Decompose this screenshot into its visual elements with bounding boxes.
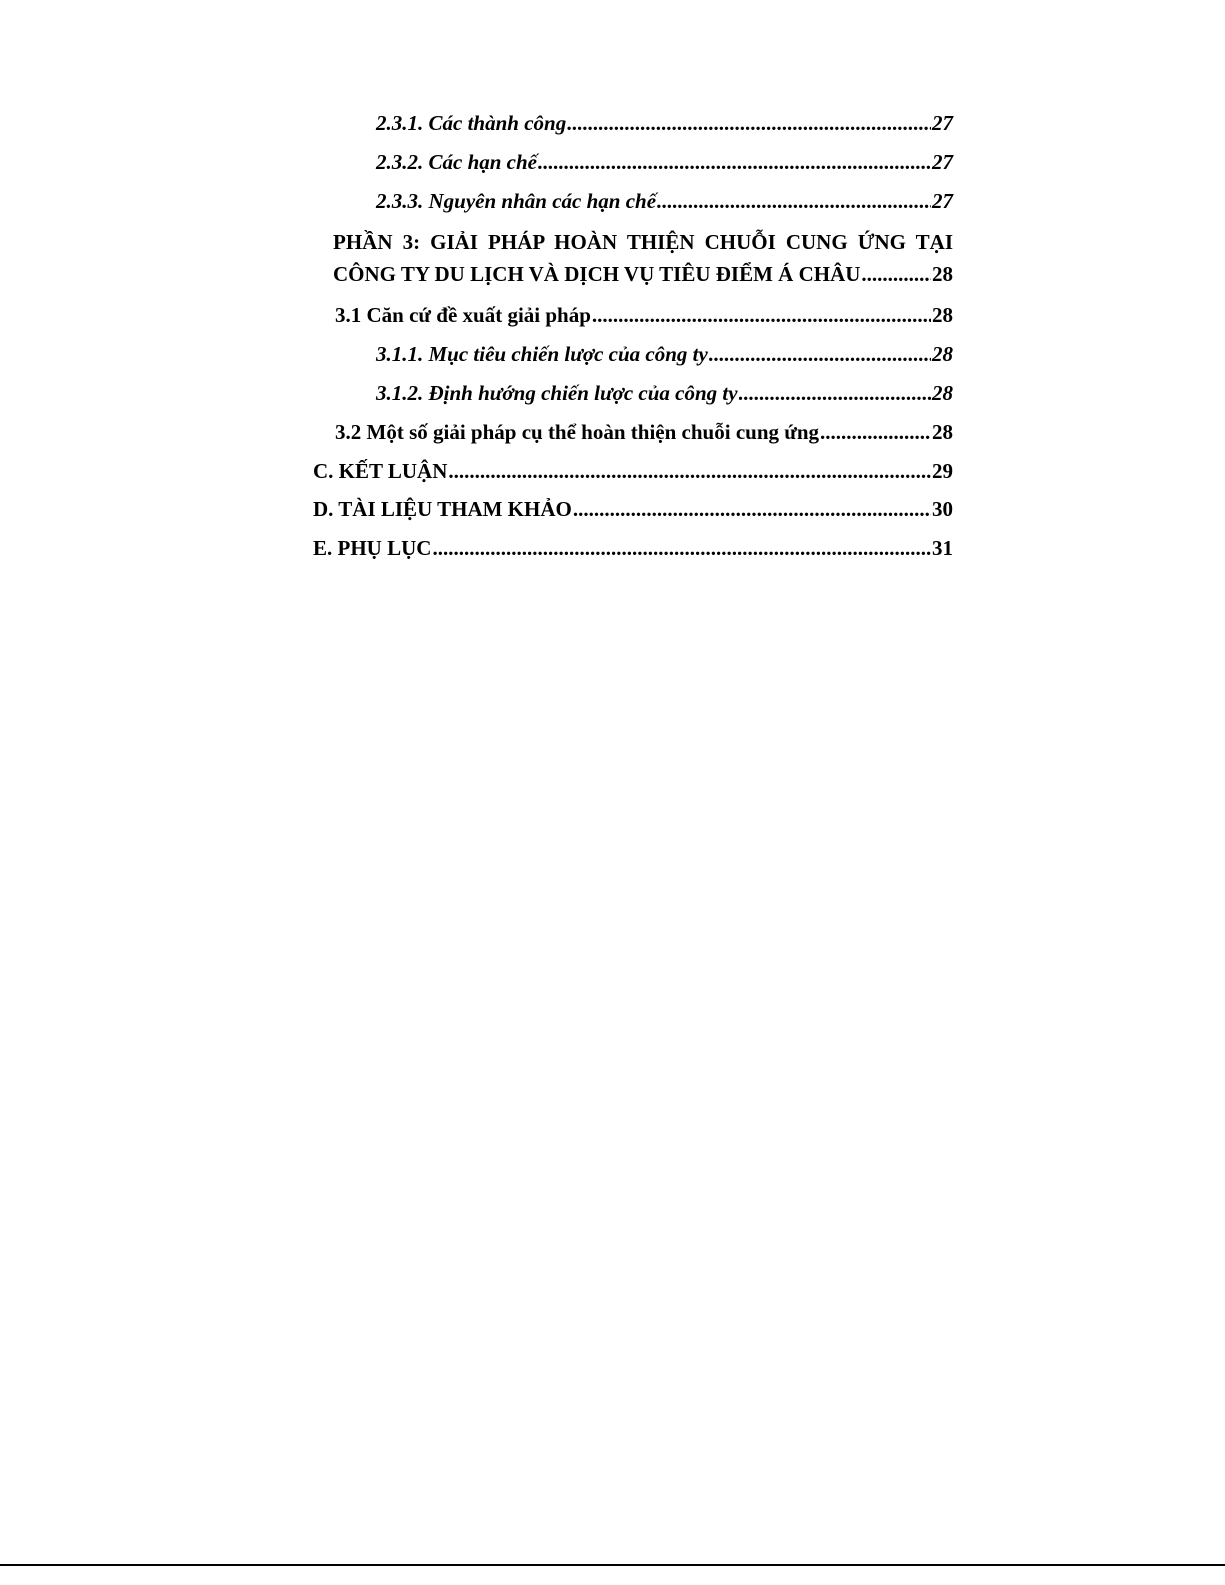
toc-entry-page: 28 [932, 419, 953, 444]
toc-entry-title: 3.1.2. Định hướng chiến lược của công ty [376, 380, 738, 405]
dot-leader [538, 143, 931, 182]
toc-entry-line2 [313, 258, 953, 296]
dot-leader [592, 296, 931, 335]
toc-entry-title: 2.3.1. Các thành công [376, 111, 567, 135]
toc-entry-page: 27 [932, 149, 953, 174]
toc-entry-page: 28 [932, 342, 953, 367]
toc-entry-tai-lieu-tham-khao[interactable] [313, 490, 953, 529]
toc-entry-title: C. KẾT LUẬN [313, 458, 448, 483]
dot-leader [861, 258, 931, 290]
toc-entry-part-3[interactable] [313, 226, 953, 296]
dot-leader [820, 413, 931, 452]
toc-entry-phu-luc[interactable] [313, 529, 953, 568]
dot-leader [709, 335, 931, 374]
toc-entry-title: 2.3.2. Các hạn chế [376, 149, 538, 174]
toc-entry-3-1-2[interactable] [313, 374, 953, 413]
toc-entry-ket-luan[interactable] [313, 452, 953, 491]
toc-entry-3-2[interactable] [313, 413, 953, 452]
toc-entry-3-1[interactable] [313, 296, 953, 335]
dot-leader [573, 490, 931, 529]
toc-entry-title-line2: CÔNG TY DU LỊCH VÀ DỊCH VỤ TIÊU ĐIỂM Á CHÂU [333, 262, 861, 287]
toc-entry-2-3-3[interactable] [313, 182, 953, 221]
toc-entry-title: 2.3.3. Nguyên nhân các hạn chế [376, 188, 657, 213]
dot-leader [432, 529, 931, 568]
page-bottom-rule [0, 1564, 1225, 1566]
toc-entry-page: 30 [932, 497, 953, 522]
toc-entry-page: 29 [932, 458, 953, 483]
table-of-contents [313, 104, 953, 568]
toc-entry-page: 28 [932, 380, 953, 405]
toc-entry-2-3-2[interactable] [313, 143, 953, 182]
dot-leader [567, 104, 931, 143]
toc-entry-title: 3.1 Căn cứ đề xuất giải pháp [335, 303, 591, 328]
toc-entry-page: 27 [932, 188, 953, 213]
toc-entry-3-1-1[interactable] [313, 335, 953, 374]
toc-entry-title: 3.1.1. Mục tiêu chiến lược của công ty [376, 342, 708, 367]
dot-leader [657, 182, 931, 221]
toc-entry-title-line1: PHẦN 3: GIẢI PHÁP HOÀN THIỆN CHUỖI CUNG ỨNG TẠI [333, 230, 953, 255]
toc-entry-page: 27 [932, 111, 953, 135]
toc-entry-title: D. TÀI LIỆU THAM KHẢO [313, 497, 572, 522]
toc-entry-title: 3.2 Một số giải pháp cụ thể hoàn thiện chuỗi cung ứng [335, 419, 820, 444]
dot-leader [448, 452, 931, 491]
dot-leader [739, 374, 931, 413]
toc-entry-page: 28 [932, 262, 953, 287]
toc-entry-page: 28 [932, 303, 953, 328]
toc-entry-title: E. PHỤ LỤC [313, 536, 432, 561]
toc-entry-page: 31 [932, 536, 953, 561]
toc-entry-2-3-1[interactable] [313, 104, 953, 143]
